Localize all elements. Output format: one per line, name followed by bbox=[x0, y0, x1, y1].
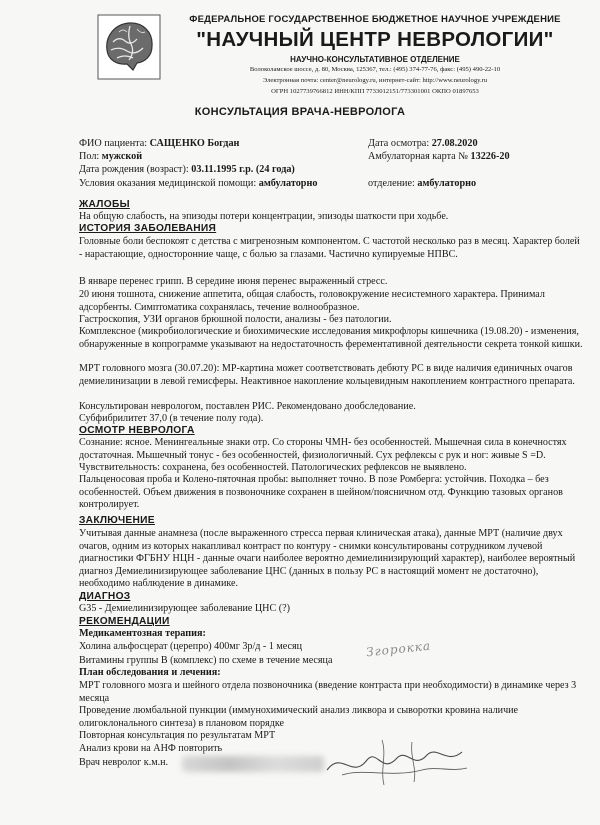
exam-date-value: 27.08.2020 bbox=[431, 138, 478, 149]
diagnosis-text: G35 - Демиелинизирующее заболевание ЦНС (?) bbox=[79, 603, 290, 614]
dept-line: НАУЧНО-КОНСУЛЬТАТИВНОЕ ОТДЕЛЕНИЕ bbox=[290, 55, 460, 64]
exam-paragraph: Пальценосовая проба и Колено-пяточная пробы: выполняет точно. В позе Ромберга: устойчив. Походка – без особенностей. Объем движения в позвоночнике сохранен в шейном/поясничном отд. Функцию тазовых органов контролирует. bbox=[79, 474, 563, 511]
dept-label: отделение: bbox=[368, 178, 415, 189]
exam-heading: ОСМОТР НЕВРОЛОГА bbox=[79, 425, 195, 436]
patient-dob bbox=[79, 163, 295, 176]
history-paragraph: Субфибрилитет 37,0 (в течение полу года). bbox=[79, 413, 264, 424]
patient-fio bbox=[79, 137, 239, 150]
history-paragraph: Гастроскопия, УЗИ органов брюшной полости, анализы - без патологии. bbox=[79, 314, 392, 325]
org-line: ФЕДЕРАЛЬНОЕ ГОСУДАРСТВЕННОЕ БЮДЖЕТНОЕ НАУЧНОЕ УЧРЕЖДЕНИЕ bbox=[189, 14, 561, 25]
redacted-name bbox=[182, 756, 324, 772]
cond-label: Условия оказания медицинской помощи: bbox=[79, 178, 257, 189]
conclusion-text: Учитывая данные анамнеза (после выраженного стресса первая клиническая атака), данные МРТ (наличие двух очагов, одним из которых накапливал контраст по контуру - снимки консультированы сотрудником лучевой диагностики ФГБНУ НЦН - данные очаги наиболее вероятно демиелинизирующий характер), наиболее вероятный диагноз Демиелинизирующее заболевание ЦНС (данных в пользу РС в настоящий момент не достаточно), необходимо наблюдение в динамике. bbox=[79, 528, 576, 590]
dob-label: Дата рождения (возраст): bbox=[79, 164, 189, 175]
complaints-text: На общую слабость, на эпизоды потери концентрации, эпизоды шаткости при ходьбе. bbox=[79, 211, 449, 222]
complaints-heading: ЖАЛОБЫ bbox=[79, 199, 130, 210]
department bbox=[368, 177, 476, 190]
dept-value: амбулаторно bbox=[417, 178, 477, 189]
plan-item: Повторная консультация по результатам МРТ bbox=[79, 730, 276, 741]
history-paragraph: МРТ головного мозга (30.07.20): МР-картина может соответствовать дебюту РС в виде наличия единичных очагов демиелинизации в левой гемисферы. Неактивное накопление кольцевидным накоплением контрастного препарата. bbox=[79, 363, 575, 387]
history-paragraph: Комплексное (микробиологические и биохимические исследования микрофлоры кишечника (19.08.20) - изменения, обнаруженные в копрограмме указывают на недостаточность ферементативной деятельности секрета тонкой кишки. bbox=[79, 326, 583, 350]
plan-item: МРТ головного мозга и шейного отдела позвоночника (введение контраста при необходимости) в динамике через 3 месяца bbox=[79, 680, 577, 704]
card-label: Амбулаторная карта № bbox=[368, 151, 468, 162]
medication-heading: Медикаментозная терапия: bbox=[79, 628, 206, 639]
doctor-line: Врач невролог к.м.н. bbox=[79, 757, 169, 768]
history-paragraph: Консультирован неврологом, поставлен РИС. Рекомендовано дообследование. bbox=[79, 401, 416, 412]
brain-logo-icon bbox=[97, 14, 161, 80]
letterhead bbox=[0, 0, 600, 106]
org-name: "НАУЧНЫЙ ЦЕНТР НЕВРОЛОГИИ" bbox=[196, 28, 554, 51]
exam-date bbox=[368, 137, 478, 150]
card-value: 13226-20 bbox=[470, 151, 510, 162]
medication-item: Витамины группы В (комплекс) по схеме в течение месяца bbox=[79, 655, 333, 666]
conclusion-heading: ЗАКЛЮЧЕНИЕ bbox=[79, 515, 155, 526]
card-number bbox=[368, 150, 510, 163]
signature-icon bbox=[322, 730, 472, 790]
history-heading: ИСТОРИЯ ЗАБОЛЕВАНИЯ bbox=[79, 223, 217, 234]
medication-item: Холина альфосцерат (церепро) 400мг 3р/д - 1 месяц bbox=[79, 641, 303, 652]
history-paragraph: 20 июня тошнота, снижение аппетита, общая слабость, головокружение несистемного характера. Принимал адсорбенты. Симптоматика сохранялась, течение волнообразное. bbox=[79, 289, 545, 313]
recommendations-heading: РЕКОМЕНДАЦИИ bbox=[79, 616, 170, 627]
sex-label: Пол: bbox=[79, 151, 100, 162]
history-paragraph: Головные боли беспокоят с детства с мигренозным компонентом. С частотой несколько раз в месяц. Характер болей - нарастающие, односторонние чаще, с болью за глазами. Частично купируемые НПВС. bbox=[79, 236, 580, 260]
patient-sex bbox=[79, 150, 142, 163]
fio-label: ФИО пациента: bbox=[79, 138, 148, 149]
patient-conditions bbox=[79, 177, 317, 190]
sex-value: мужской bbox=[101, 151, 143, 162]
fio-value: САЩЕНКО Богдан bbox=[149, 138, 240, 149]
diagnosis-heading: ДИАГНОЗ bbox=[79, 591, 131, 602]
handwritten-note: Згорокка bbox=[365, 638, 432, 660]
plan-item: Проведение люмбальной пункции (иммунохимический анализ ликвора и сыворотки кровина наличие олигоклонального синтеза) в плановом порядке bbox=[79, 705, 519, 729]
plan-item: Анализ крови на АНФ повторить bbox=[79, 743, 223, 754]
cond-value: амбулаторно bbox=[258, 178, 318, 189]
dob-value: 03.11.1995 г.р. (24 года) bbox=[191, 164, 295, 175]
contacts-line: Электронная почта: center@neurology.ru, интернет-сайт: http://www.neurology.ru bbox=[262, 77, 488, 84]
exam-date-label: Дата осмотра: bbox=[368, 138, 430, 149]
address-line: Волоколамское шоссе, д. 80, Москва, 125367, тел.: (495) 374-77-76, факс: (495) 490-22-10 bbox=[249, 66, 501, 73]
document-title: КОНСУЛЬТАЦИЯ ВРАЧА-НЕВРОЛОГА bbox=[194, 106, 406, 118]
exam-paragraph: Сознание: ясное. Менингеальные знаки отр. Со стороны ЧМН- без особенностей. Мышечная сила в конечностях достаточная. Мышечный тонус - без особенностей, физиологичный. Сух рефлексы с рук и ног: живые S =D. Чувствительность: сохранена, без особенностей. Патологических рефлексов не выявлено. bbox=[79, 437, 567, 474]
plan-heading: План обследования и лечения: bbox=[79, 667, 221, 678]
ids-line: ОГРН 1027739766812 ИНН/КПП 7733012151/773301001 ОКПО 01897653 bbox=[271, 88, 479, 95]
history-paragraph: В январе перенес грипп. В середине июня перенес выраженный стресс. bbox=[79, 276, 388, 287]
